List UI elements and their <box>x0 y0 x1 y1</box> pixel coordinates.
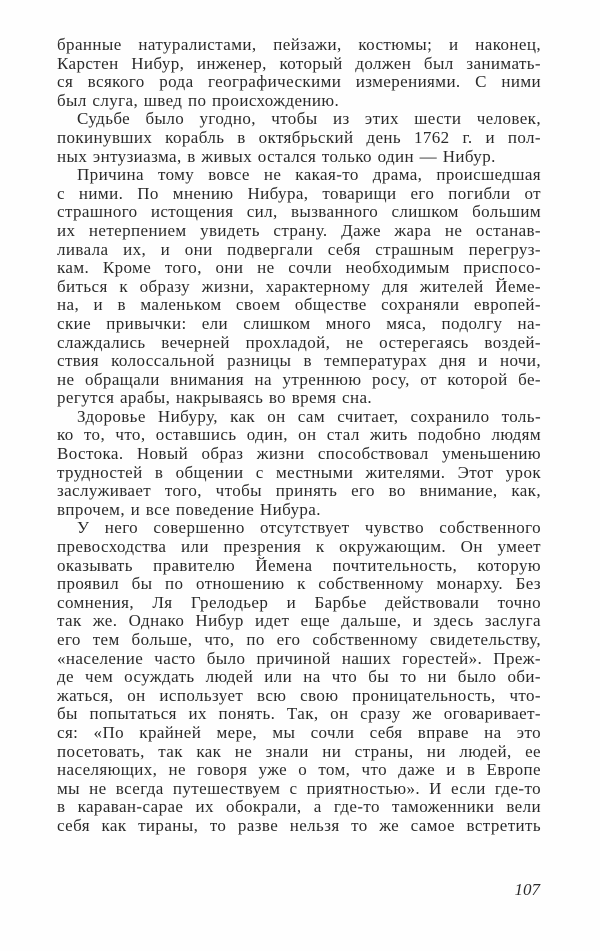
text-line: ские привычки: ели слишком много мяса, подолгу на- <box>57 314 541 333</box>
text-line: в караван-сарае их обокрали, а где-то таможенники вели <box>57 798 541 817</box>
paragraph <box>57 408 541 520</box>
text-line: У него совершенно отсутствует чувство собственного <box>77 519 541 538</box>
text-line: населяющих, не говоря уже о том, что даже и в Европе <box>57 761 541 780</box>
text-line: впрочем, и все поведение Нибура. <box>57 500 321 519</box>
text-line: Судьбе было угодно, чтобы из этих шести человек, <box>77 110 541 129</box>
text-line: бы попытаться их понять. Так, он сразу же оговаривает- <box>57 705 541 724</box>
text-line: страшного истощения сил, вызванного слишком большим <box>57 203 541 222</box>
text-line: жаться, он использует всю свою проницательность, что- <box>57 686 541 705</box>
text-line: трудностей в общении с местными жителями. Этот урок <box>57 463 541 482</box>
text-line: мы не всегда путешествуем с приятностью». И если где-то <box>57 779 541 798</box>
text-line: сомнения, Ля Грелодьер и Барбье действовали точно <box>57 593 541 612</box>
text-line: биться к образу жизни, характерному для жителей Йеме- <box>57 277 541 296</box>
text-line: оказывать правителю Йемена почтительность, которую <box>57 556 541 575</box>
text-line: так же. Однако Нибур идет еще дальше, и здесь заслуга <box>57 612 541 631</box>
text-line: «население часто было причиной наших горестей». Преж- <box>57 649 541 668</box>
text-line: был слуга, швед по происхождению. <box>57 91 340 110</box>
text-line: с ними. По мнению Нибура, товарищи его погибли от <box>57 184 541 203</box>
text-line: бранные натуралистами, пейзажи, костюмы; и наконец, <box>57 36 541 54</box>
text-line: Востока. Новый образ жизни способствовал уменьшению <box>57 445 541 464</box>
text-line: себя как тираны, то разве нельзя то же самое встретить <box>57 816 541 835</box>
text-line: его тем больше, что, по его собственному свидетельству, <box>57 631 541 649</box>
paragraph <box>57 110 541 166</box>
text-line: превосходства или презрения к окружающим. Он умеет <box>57 538 541 557</box>
text-line: заслуживает того, чтобы принять его во внимание, как, <box>57 482 541 501</box>
text-line: ствия колоссальной разницы в температурах дня и ночи, <box>57 352 541 371</box>
page-number: 107 <box>514 880 540 899</box>
text-line: не обращали внимания на утреннюю росу, от которой бе- <box>57 370 541 389</box>
paragraph <box>57 166 541 408</box>
text-line: кам. Кроме того, они не сочли необходимым приспосо- <box>57 259 541 278</box>
text-line: посетовать, так как не знали ни страны, ни людей, ее <box>57 742 541 761</box>
text-line: Причина тому вовсе не какая-то драма, происшедшая <box>77 166 541 185</box>
text-line: покинувших корабль в октябрьский день 1762 г. и пол- <box>57 128 541 147</box>
text-line: на, и в маленьком своем обществе сохраняли европей- <box>57 296 541 315</box>
text-line: слаждались вечерней прохладой, не остерегаясь воздей- <box>57 333 541 352</box>
text-line: регутся арабы, накрываясь во время сна. <box>57 389 373 408</box>
text-line: ся: «По крайней мере, мы сочли себя вправе на это <box>57 723 541 742</box>
text-line: их нетерпением увидеть страну. Даже жара не останав- <box>57 221 541 240</box>
text-line: ся всякого рода географическими измерениями. С ними <box>57 73 541 92</box>
text-line: ных энтузиазма, в живых остался только один — Нибур. <box>57 147 496 166</box>
paragraph <box>57 519 541 835</box>
text-line: проявил бы по отношению к собственному монарху. Без <box>57 575 541 594</box>
page-body-text <box>57 36 541 836</box>
text-line: ливала их, и они подвергали себя страшным перегруз- <box>57 240 541 259</box>
text-line: Карстен Нибур, инженер, который должен был занимать- <box>57 54 541 73</box>
text-line: Здоровье Нибуру, как он сам считает, сохранило толь- <box>77 407 541 426</box>
text-line: ко то, что, оставшись один, он стал жить подобно людям <box>57 426 541 445</box>
text-line: де чем осуждать людей или на что бы то ни было оби- <box>57 668 541 687</box>
paragraph <box>57 36 541 110</box>
